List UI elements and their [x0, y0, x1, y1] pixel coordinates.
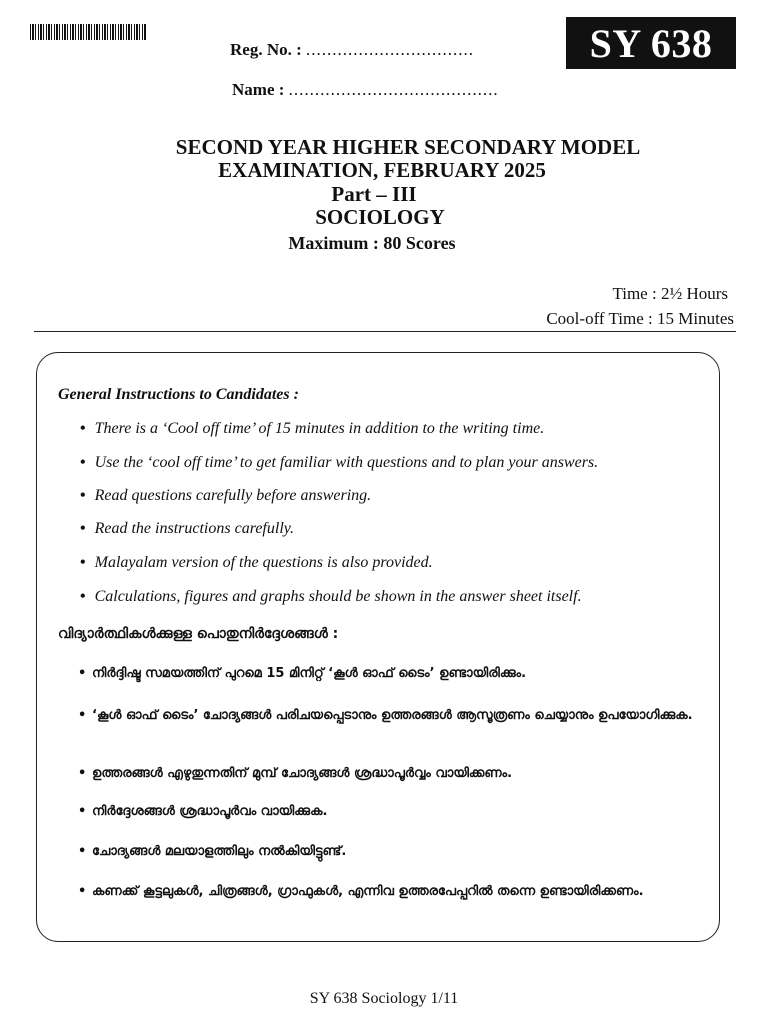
name-blank: ........................................	[288, 80, 499, 99]
exam-part: Part – III	[331, 182, 417, 206]
max-score: Maximum : 80 Scores	[288, 233, 456, 253]
instruction-item-ml: • കണക്ക് കൂട്ടലുകൾ, ചിത്രങ്ങൾ, ഗ്രാഫുകൾ, എന്നിവ ഉത്തരപേപ്പറിൽ തന്നെ ഉണ്ടായിരിക്കണം.	[78, 880, 698, 904]
reg-no-blank: ................................	[306, 40, 475, 59]
instruction-item: • Malayalam version of the questions is also provided.	[80, 554, 433, 572]
instruction-item-ml: • ഉത്തരങ്ങൾ എഴുതുന്നതിന് മുമ്പ് ചോദ്യങ്ങൾ ശ്രദ്ധാപൂർവ്വം വായിക്കണം.	[78, 762, 698, 786]
header-divider	[34, 331, 736, 332]
barcode	[30, 24, 146, 40]
page-footer: SY 638 Sociology 1/11	[309, 990, 459, 1007]
instruction-item-ml: • നിർദ്ദിഷ്ട സമയത്തിന് പുറമെ 15 മിനിറ്റ് ‘കൂൾ ഓഫ് ടൈം’ ഉണ്ടായിരിക്കും.	[78, 662, 698, 686]
instruction-item: • Calculations, figures and graphs should be shown in the answer sheet itself.	[80, 588, 582, 606]
exam-title-line1: SECOND YEAR HIGHER SECONDARY MODEL	[175, 135, 641, 159]
reg-no-field	[230, 40, 474, 60]
paper-code-badge: SY 638	[566, 17, 736, 69]
instructions-heading-en: General Instructions to Candidates :	[58, 386, 299, 403]
instruction-item: • Use the ‘cool off time’ to get familiar with questions and to plan your answers.	[80, 454, 598, 472]
cool-off-time: Cool-off Time : 15 Minutes	[546, 309, 734, 328]
name-label: Name :	[232, 80, 285, 99]
instruction-item-ml: • ചോദ്യങ്ങൾ മലയാളത്തിലും നൽകിയിട്ടുണ്ട്.	[78, 840, 698, 864]
instruction-item: • Read the instructions carefully.	[80, 520, 294, 538]
name-field	[232, 80, 499, 100]
exam-duration: Time : 2½ Hours	[612, 284, 728, 303]
instruction-item: • There is a ‘Cool off time’ of 15 minutes in addition to the writing time.	[80, 420, 544, 438]
reg-no-label: Reg. No. :	[230, 40, 302, 59]
instruction-item-ml: • ‘കൂൾ ഓഫ് ടൈം’ ചോദ്യങ്ങൾ പരിചയപ്പെടാനും ഉത്തരങ്ങൾ ആസൂത്രണം ചെയ്യാനും ഉപയോഗിക്കുക.	[78, 704, 698, 728]
instruction-item: • Read questions carefully before answering.	[80, 487, 371, 505]
exam-subject: SOCIOLOGY	[315, 205, 445, 229]
instruction-item-ml: • നിർദ്ദേശങ്ങൾ ശ്രദ്ധാപൂർവം വായിക്കുക.	[78, 800, 698, 824]
exam-title-line2: EXAMINATION, FEBRUARY 2025	[218, 158, 546, 182]
instructions-heading-ml: വിദ്യാർത്ഥികൾക്കുള്ള പൊതുനിർദ്ദേശങ്ങൾ :	[58, 626, 339, 642]
